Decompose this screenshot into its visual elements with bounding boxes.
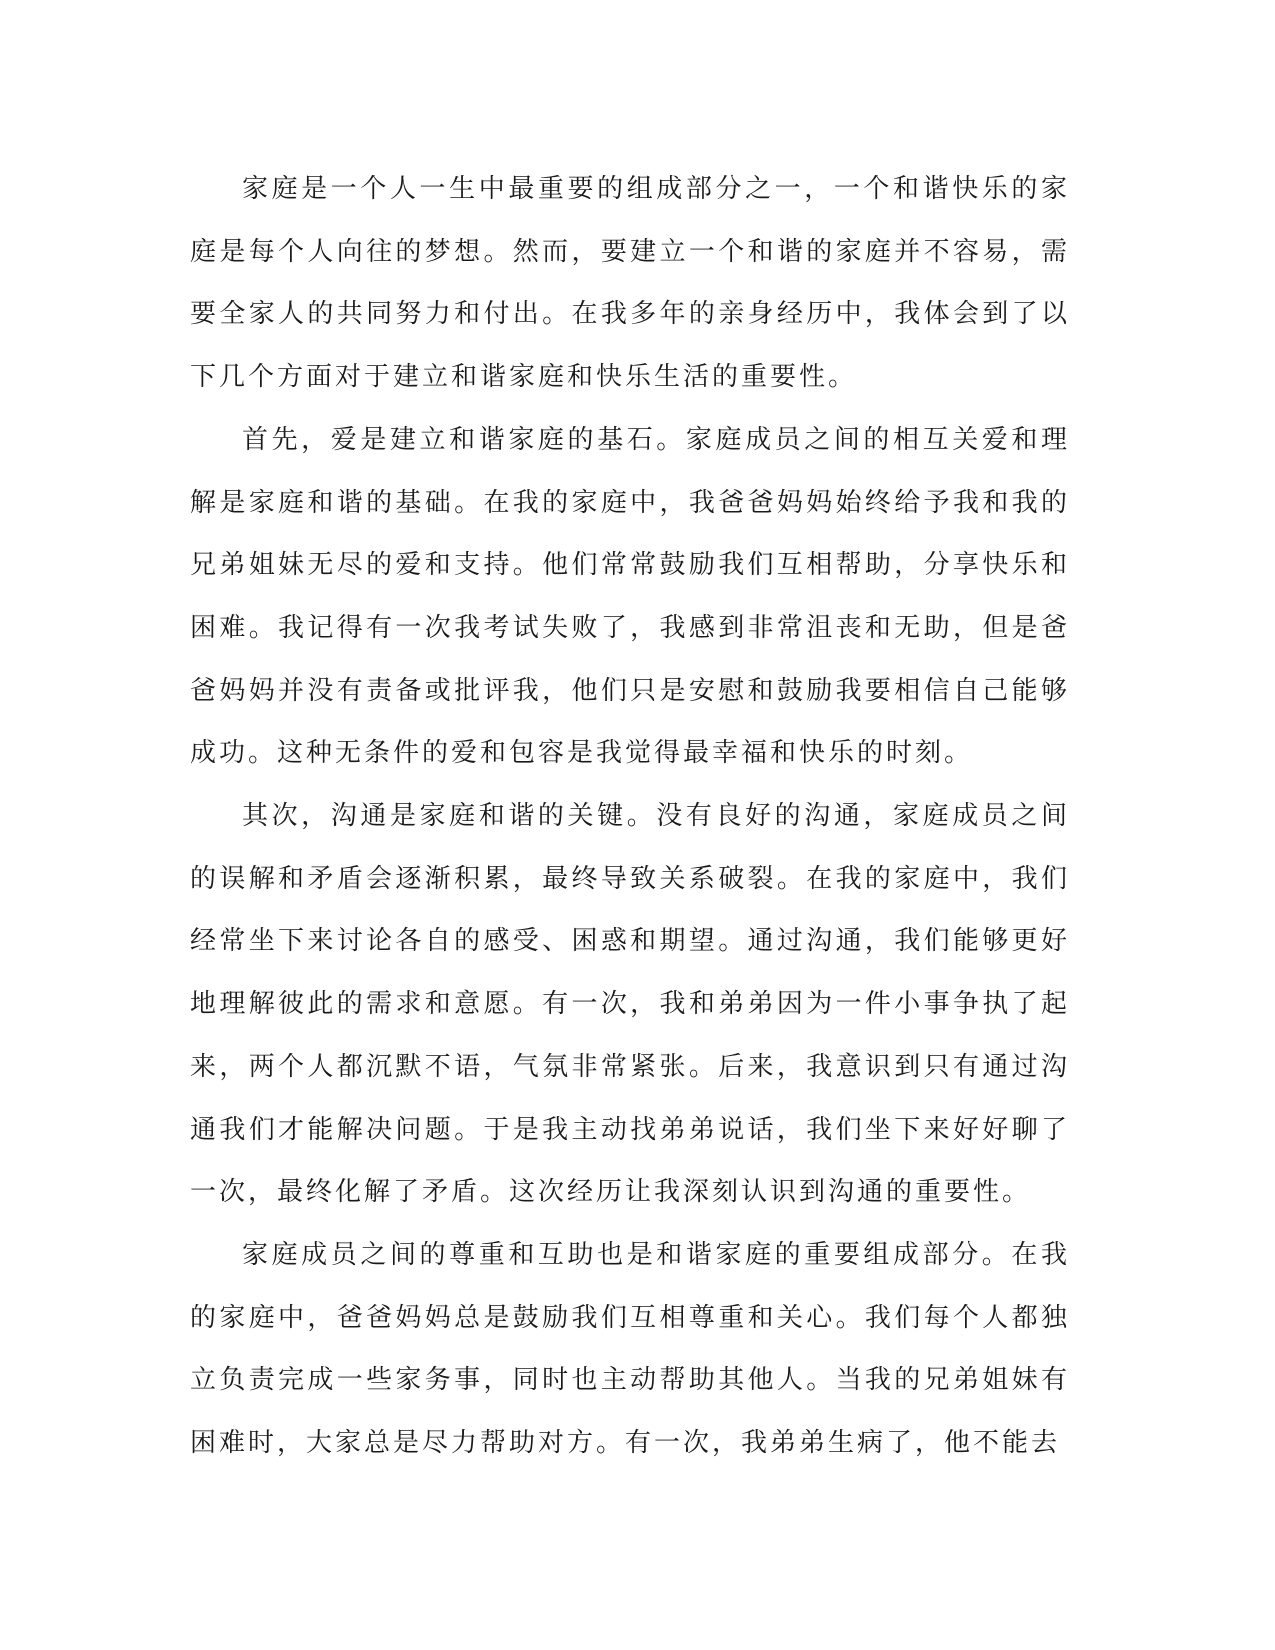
paragraph-respect-mutual-help: 家庭成员之间的尊重和互助也是和谐家庭的重要组成部分。在我的家庭中，爸爸妈妈总是鼓励我们互相尊重和关心。我们每个人都独立负责完成一些家务事，同时也主动帮助其他人。当我的兄弟姐妹有困难时，大家总是尽力帮助对方。有一次，我弟弟生病了，他不能去 [190,1239,1070,1459]
paragraph-communication: 其次，沟通是家庭和谐的关键。没有良好的沟通，家庭成员之间的误解和矛盾会逐渐积累，最终导致关系破裂。在我的家庭中，我们经常坐下来讨论各自的感受、困惑和期望。通过沟通，我们能够更好地理解彼此的需求和意愿。有一次，我和弟弟因为一件小事争执了起来，两个人都沉默不语，气氛非常紧张。后来，我意识到只有通过沟通我们才能解决问题。于是我主动找弟弟说话，我们坐下来好好聊了一次，最终化解了矛盾。这次经历让我深刻认识到沟通的重要性。 [190,801,1070,1208]
paragraph-family-importance: 家庭是一个人一生中最重要的组成部分之一，一个和谐快乐的家庭是每个人向往的梦想。然而，要建立一个和谐的家庭并不容易，需要全家人的共同努力和付出。在我多年的亲身经历中，我体会到了以下几个方面对于建立和谐家庭和快乐生活的重要性。 [190,174,1070,393]
paragraph-love: 首先，爱是建立和谐家庭的基石。家庭成员之间的相互关爱和理解是家庭和谐的基础。在我的家庭中，我爸爸妈妈始终给予我和我的兄弟姐妹无尽的爱和支持。他们常常鼓励我们互相帮助，分享快乐和困难。我记得有一次我考试失败了，我感到非常沮丧和无助，但是爸爸妈妈并没有责备或批评我，他们只是安慰和鼓励我要相信自己能够成功。这种无条件的爱和包容是我觉得最幸福和快乐的时刻。 [190,424,1070,769]
document-body [190,158,1070,1475]
